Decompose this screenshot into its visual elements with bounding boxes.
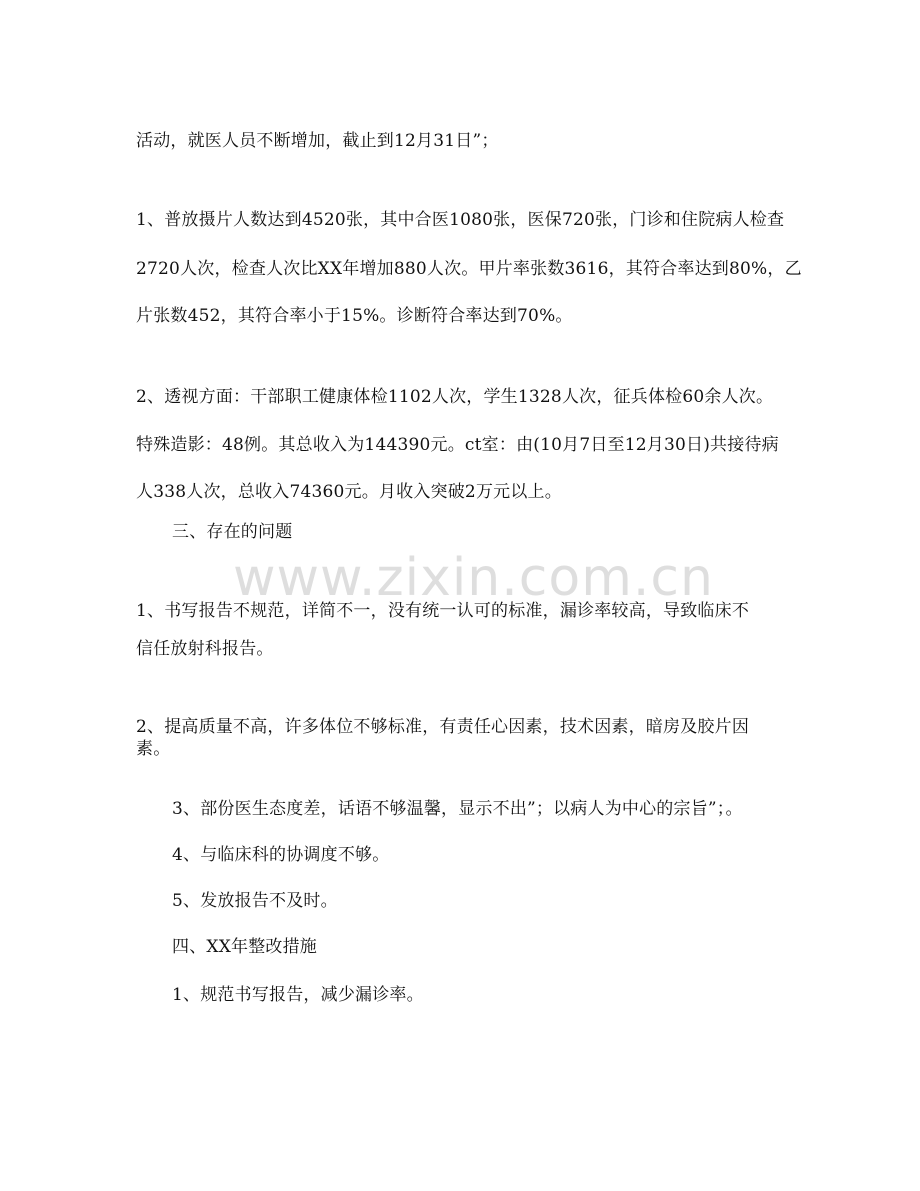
paragraph-line: 5、发放报告不及时。 xyxy=(172,891,338,911)
paragraph-line: 片张数452，其符合率小于15%。诊断符合率达到70%。 xyxy=(136,306,573,326)
paragraph-line: 信任放射科报告。 xyxy=(136,639,274,659)
paragraph-line: 1、规范书写报告，减少漏诊率。 xyxy=(172,985,424,1005)
watermark: www.zixin.com.cn xyxy=(233,548,714,608)
paragraph-line: 4、与临床科的协调度不够。 xyxy=(172,845,390,865)
paragraph-line: 人338人次，总收入74360元。月收入突破2万元以上。 xyxy=(136,482,562,502)
paragraph-line: 2720人次，检查人次比XX年增加880人次。甲片率张数3616，其符合率达到80%，乙 xyxy=(136,259,802,279)
paragraph-line: 2、透视方面：干部职工健康体检1102人次，学生1328人次，征兵体检60余人次。 xyxy=(136,387,774,407)
paragraph-line: 活动，就医人员不断增加，截止到12月31日”； xyxy=(136,131,499,151)
paragraph-line: 1、书写报告不规范，详简不一，没有统一认可的标准，漏诊率较高，导致临床不 xyxy=(136,601,750,621)
section-heading: 四、XX年整改措施 xyxy=(172,937,318,957)
paragraph-line: 3、部份医生态度差，话语不够温馨，显示不出”；以病人为中心的宗旨”；。 xyxy=(172,799,743,819)
paragraph-line: 2、提高质量不高，许多体位不够标准，有责任心因素，技术因素，暗房及胶片因 xyxy=(136,717,750,737)
paragraph-line: 特殊造影：48例。其总收入为144390元。ct室：由(10月7日至12月30日)共接待病 xyxy=(136,435,779,455)
paragraph-line: 素。 xyxy=(136,739,171,759)
section-heading: 三、存在的问题 xyxy=(172,522,293,542)
paragraph-line: 1、普放摄片人数达到4520张，其中合医1080张，医保720张，门诊和住院病人检查 xyxy=(136,210,785,230)
